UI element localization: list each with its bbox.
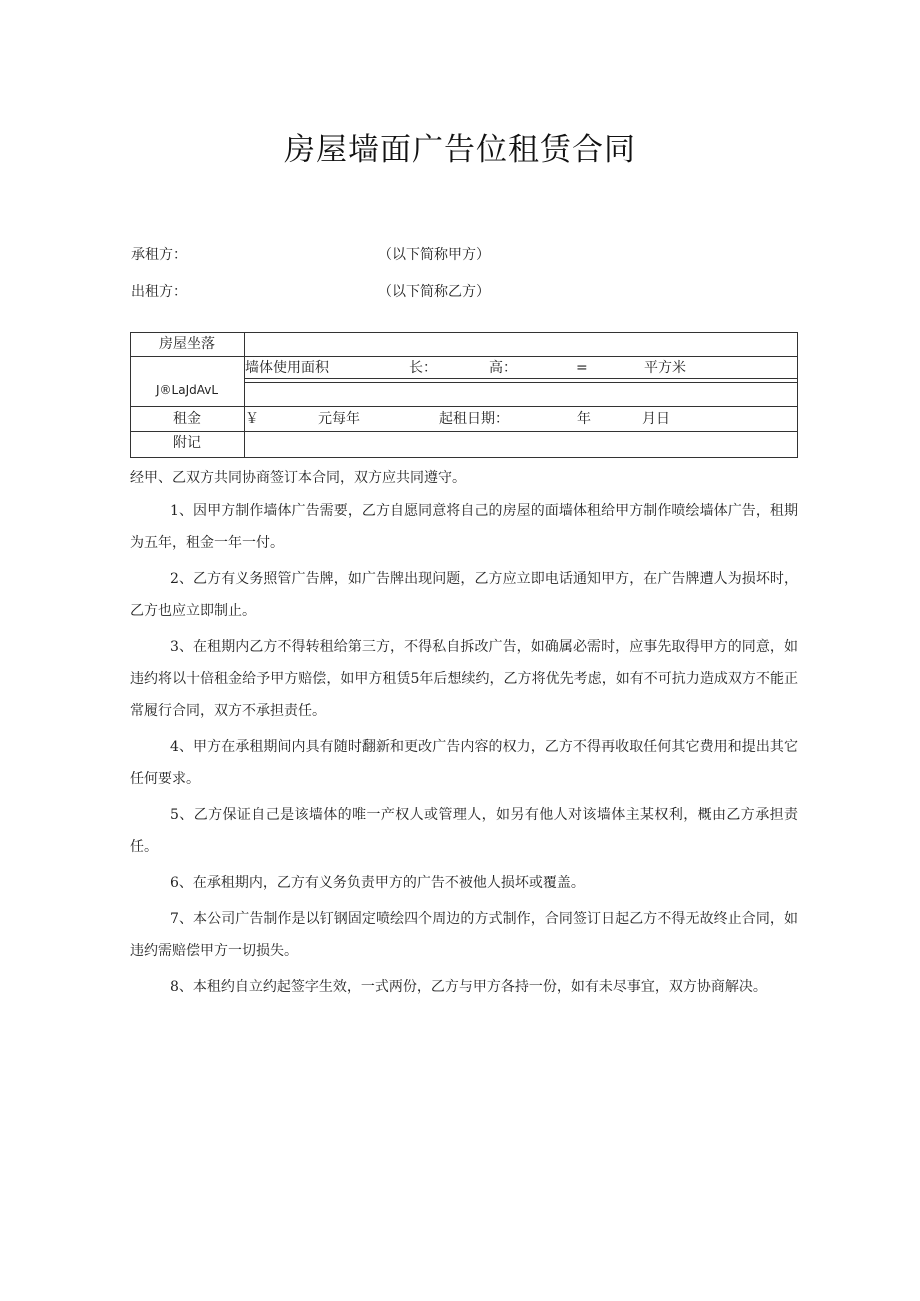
table-divider bbox=[131, 356, 797, 357]
table-divider bbox=[131, 406, 797, 407]
table-divider bbox=[244, 378, 797, 379]
table-divider bbox=[244, 382, 797, 383]
length-label: 长： bbox=[409, 360, 437, 376]
lessee-label: 承租方： bbox=[131, 247, 187, 263]
equals-sign: = bbox=[576, 360, 588, 376]
currency-symbol: ￥ bbox=[245, 411, 259, 427]
start-month-day: 月日 bbox=[642, 411, 670, 427]
document-title: 房屋墙面广告位租赁合同 bbox=[284, 132, 636, 168]
clause-7: 7、本公司广告制作是以钉钢固定喷绘四个周边的方式制作，合同签订日起乙方不得无故终止合同，如违约需赔偿甲方一切损失。 bbox=[130, 911, 798, 959]
clause-4: 4、甲方在承租期间内具有随时翻新和更改广告内容的权力，乙方不得再收取任何其它费用和提出其它任何要求。 bbox=[130, 739, 798, 787]
clauses bbox=[130, 495, 798, 1007]
area-label: 墙体使用面积 bbox=[245, 360, 329, 376]
clause-3: 3、在租期内乙方不得转租给第三方，不得私自拆改广告，如确属必需时，应事先取得甲方的同意，如违约将以十倍租金给予甲方赔偿，如甲方租赁5年后想续约，乙方将优先考虑，如有不可抗力造成双方不能正常履行合同，双方不承担责任。 bbox=[130, 639, 798, 719]
area-row-label: J®LaJdAvL bbox=[155, 383, 219, 397]
height-label: 高： bbox=[489, 360, 517, 376]
clause-2: 2、乙方有义务照管广告牌，如广告牌出现问题，乙方应立即电话通知甲方，在广告牌遭人为损坏时，乙方也应立即制止。 bbox=[130, 571, 798, 619]
start-date-label: 起租日期： bbox=[439, 411, 509, 427]
clause-5: 5、乙方保证自己是该墙体的唯一产权人或管理人，如另有他人对该墙体主某权利，概由乙方承担责任。 bbox=[130, 807, 798, 855]
rent-label: 租金 bbox=[173, 411, 201, 427]
table-divider bbox=[244, 333, 245, 457]
clause-6: 6、在承租期内，乙方有义务负责甲方的广告不被他人损坏或覆盖。 bbox=[170, 875, 585, 891]
lessee-note: （以下简称甲方） bbox=[378, 247, 490, 263]
rent-per-year: 元每年 bbox=[318, 411, 360, 427]
lessor-note: （以下简称乙方） bbox=[378, 284, 490, 300]
lessor-line bbox=[131, 281, 490, 301]
remarks-label: 附记 bbox=[173, 435, 201, 451]
property-info-table bbox=[130, 332, 798, 458]
area-unit: 平方米 bbox=[644, 360, 686, 376]
table-divider bbox=[131, 431, 797, 432]
lessor-label: 出租方： bbox=[131, 284, 187, 300]
intro-paragraph: 经甲、乙双方共同协商签订本合同，双方应共同遵守。 bbox=[130, 470, 466, 486]
lessee-line bbox=[131, 244, 490, 264]
start-year: 年 bbox=[577, 411, 591, 427]
clause-1: 1、因甲方制作墙体广告需要，乙方自愿同意将自己的房屋的面墙体租给甲方制作喷绘墙体广告，租期为五年，租金一年一付。 bbox=[130, 503, 798, 551]
location-label: 房屋坐落 bbox=[159, 336, 215, 352]
clause-8: 8、本租约自立约起签字生效，一式两份，乙方与甲方各持一份，如有未尽事宜，双方协商解决。 bbox=[170, 979, 767, 995]
